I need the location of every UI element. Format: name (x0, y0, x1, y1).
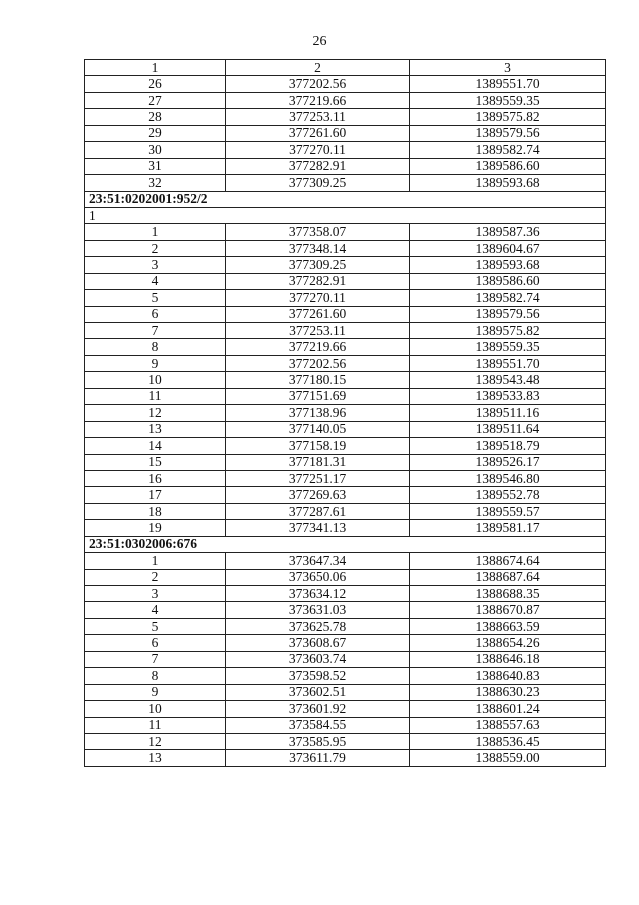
x-coordinate: 377181.31 (226, 454, 410, 470)
point-number: 12 (85, 405, 226, 421)
y-coordinate: 1389579.56 (410, 306, 606, 322)
y-coordinate: 1389582.74 (410, 290, 606, 306)
table-row (85, 421, 606, 437)
x-coordinate: 377269.63 (226, 487, 410, 503)
table-row (85, 553, 606, 569)
y-coordinate: 1389593.68 (410, 175, 606, 191)
y-coordinate: 1389518.79 (410, 438, 606, 454)
x-coordinate: 373625.78 (226, 618, 410, 634)
x-coordinate: 377202.56 (226, 76, 410, 92)
point-number: 7 (85, 651, 226, 667)
table-row (85, 224, 606, 240)
point-number: 4 (85, 602, 226, 618)
y-coordinate: 1389511.16 (410, 405, 606, 421)
y-coordinate: 1389593.68 (410, 257, 606, 273)
x-coordinate: 377358.07 (226, 224, 410, 240)
y-coordinate: 1389511.64 (410, 421, 606, 437)
y-coordinate: 1389582.74 (410, 142, 606, 158)
point-number: 9 (85, 684, 226, 700)
x-coordinate: 377341.13 (226, 520, 410, 536)
table-row (85, 240, 606, 256)
cadastral-number: 23:51:0302006:676 (85, 536, 606, 552)
x-coordinate: 377309.25 (226, 175, 410, 191)
x-coordinate: 377138.96 (226, 405, 410, 421)
x-coordinate: 373584.55 (226, 717, 410, 733)
x-coordinate: 373650.06 (226, 569, 410, 585)
table-row (85, 750, 606, 766)
table-row (85, 257, 606, 273)
table-row (85, 520, 606, 536)
point-number: 2 (85, 569, 226, 585)
y-coordinate: 1389579.56 (410, 125, 606, 141)
table-row (85, 76, 606, 92)
x-coordinate: 377309.25 (226, 257, 410, 273)
x-coordinate: 373631.03 (226, 602, 410, 618)
contour-label-row (85, 207, 606, 223)
table-row (85, 586, 606, 602)
y-coordinate: 1388601.24 (410, 701, 606, 717)
x-coordinate: 373647.34 (226, 553, 410, 569)
point-number: 15 (85, 454, 226, 470)
table-row (85, 388, 606, 404)
y-coordinate: 1388663.59 (410, 618, 606, 634)
contour-number: 1 (85, 207, 606, 223)
y-coordinate: 1389587.36 (410, 224, 606, 240)
table-row (85, 158, 606, 174)
y-coordinate: 1389552.78 (410, 487, 606, 503)
x-coordinate: 373585.95 (226, 733, 410, 749)
page-number: 26 (312, 34, 327, 49)
y-coordinate: 1389559.35 (410, 339, 606, 355)
table-row (85, 503, 606, 519)
point-number: 11 (85, 717, 226, 733)
header-cell-x: 2 (226, 60, 410, 76)
y-coordinate: 1389526.17 (410, 454, 606, 470)
header-cell-point: 1 (85, 60, 226, 76)
table-row (85, 339, 606, 355)
point-number: 8 (85, 668, 226, 684)
y-coordinate: 1389575.82 (410, 109, 606, 125)
table-row (85, 125, 606, 141)
table-row (85, 668, 606, 684)
x-coordinate: 373598.52 (226, 668, 410, 684)
header-row (85, 60, 606, 76)
table-row (85, 569, 606, 585)
point-number: 6 (85, 635, 226, 651)
point-number: 27 (85, 92, 226, 108)
point-number: 10 (85, 701, 226, 717)
point-number: 8 (85, 339, 226, 355)
x-coordinate: 377287.61 (226, 503, 410, 519)
point-number: 9 (85, 355, 226, 371)
coordinates-table (84, 59, 606, 767)
point-number: 6 (85, 306, 226, 322)
x-coordinate: 373634.12 (226, 586, 410, 602)
table-row (85, 290, 606, 306)
x-coordinate: 377202.56 (226, 355, 410, 371)
x-coordinate: 377219.66 (226, 92, 410, 108)
table-row (85, 635, 606, 651)
table-row (85, 306, 606, 322)
point-number: 12 (85, 733, 226, 749)
x-coordinate: 377151.69 (226, 388, 410, 404)
point-number: 1 (85, 224, 226, 240)
y-coordinate: 1388557.63 (410, 717, 606, 733)
x-coordinate: 377140.05 (226, 421, 410, 437)
y-coordinate: 1389604.67 (410, 240, 606, 256)
point-number: 1 (85, 553, 226, 569)
y-coordinate: 1389551.70 (410, 76, 606, 92)
x-coordinate: 377158.19 (226, 438, 410, 454)
table-row (85, 717, 606, 733)
table-row (85, 355, 606, 371)
table-row (85, 92, 606, 108)
y-coordinate: 1388674.64 (410, 553, 606, 569)
y-coordinate: 1389586.60 (410, 158, 606, 174)
y-coordinate: 1388640.83 (410, 668, 606, 684)
point-number: 2 (85, 240, 226, 256)
point-number: 18 (85, 503, 226, 519)
section-title-row (85, 191, 606, 207)
point-number: 17 (85, 487, 226, 503)
point-number: 3 (85, 586, 226, 602)
table-row (85, 372, 606, 388)
y-coordinate: 1389546.80 (410, 470, 606, 486)
point-number: 14 (85, 438, 226, 454)
point-number: 13 (85, 421, 226, 437)
x-coordinate: 377251.17 (226, 470, 410, 486)
y-coordinate: 1389551.70 (410, 355, 606, 371)
point-number: 28 (85, 109, 226, 125)
y-coordinate: 1388687.64 (410, 569, 606, 585)
x-coordinate: 377270.11 (226, 142, 410, 158)
table-row (85, 602, 606, 618)
table-row (85, 142, 606, 158)
point-number: 29 (85, 125, 226, 141)
y-coordinate: 1389559.35 (410, 92, 606, 108)
table-row (85, 175, 606, 191)
cadastral-number: 23:51:0202001:952/2 (85, 191, 606, 207)
x-coordinate: 373603.74 (226, 651, 410, 667)
y-coordinate: 1388654.26 (410, 635, 606, 651)
y-coordinate: 1388559.00 (410, 750, 606, 766)
point-number: 5 (85, 290, 226, 306)
point-number: 19 (85, 520, 226, 536)
table-row (85, 454, 606, 470)
table-row (85, 470, 606, 486)
x-coordinate: 377253.11 (226, 109, 410, 125)
table-row (85, 109, 606, 125)
table-row (85, 273, 606, 289)
x-coordinate: 377180.15 (226, 372, 410, 388)
x-coordinate: 377282.91 (226, 158, 410, 174)
x-coordinate: 373601.92 (226, 701, 410, 717)
y-coordinate: 1389533.83 (410, 388, 606, 404)
x-coordinate: 377282.91 (226, 273, 410, 289)
y-coordinate: 1388670.87 (410, 602, 606, 618)
y-coordinate: 1388646.18 (410, 651, 606, 667)
point-number: 16 (85, 470, 226, 486)
x-coordinate: 377270.11 (226, 290, 410, 306)
y-coordinate: 1389543.48 (410, 372, 606, 388)
table-row (85, 651, 606, 667)
x-coordinate: 373608.67 (226, 635, 410, 651)
x-coordinate: 377261.60 (226, 125, 410, 141)
x-coordinate: 373611.79 (226, 750, 410, 766)
point-number: 13 (85, 750, 226, 766)
y-coordinate: 1388630.23 (410, 684, 606, 700)
table-row (85, 487, 606, 503)
x-coordinate: 373602.51 (226, 684, 410, 700)
point-number: 32 (85, 175, 226, 191)
y-coordinate: 1388688.35 (410, 586, 606, 602)
point-number: 30 (85, 142, 226, 158)
header-cell-y: 3 (410, 60, 606, 76)
x-coordinate: 377253.11 (226, 323, 410, 339)
point-number: 4 (85, 273, 226, 289)
y-coordinate: 1389575.82 (410, 323, 606, 339)
table-row (85, 323, 606, 339)
section-title-row (85, 536, 606, 552)
point-number: 11 (85, 388, 226, 404)
y-coordinate: 1388536.45 (410, 733, 606, 749)
point-number: 31 (85, 158, 226, 174)
y-coordinate: 1389586.60 (410, 273, 606, 289)
coordinates-table-body (85, 60, 606, 767)
table-row (85, 438, 606, 454)
table-row (85, 618, 606, 634)
x-coordinate: 377219.66 (226, 339, 410, 355)
point-number: 26 (85, 76, 226, 92)
x-coordinate: 377261.60 (226, 306, 410, 322)
point-number: 10 (85, 372, 226, 388)
point-number: 5 (85, 618, 226, 634)
x-coordinate: 377348.14 (226, 240, 410, 256)
y-coordinate: 1389559.57 (410, 503, 606, 519)
table-row (85, 701, 606, 717)
table-row (85, 684, 606, 700)
y-coordinate: 1389581.17 (410, 520, 606, 536)
table-row (85, 405, 606, 421)
point-number: 3 (85, 257, 226, 273)
point-number: 7 (85, 323, 226, 339)
table-row (85, 733, 606, 749)
